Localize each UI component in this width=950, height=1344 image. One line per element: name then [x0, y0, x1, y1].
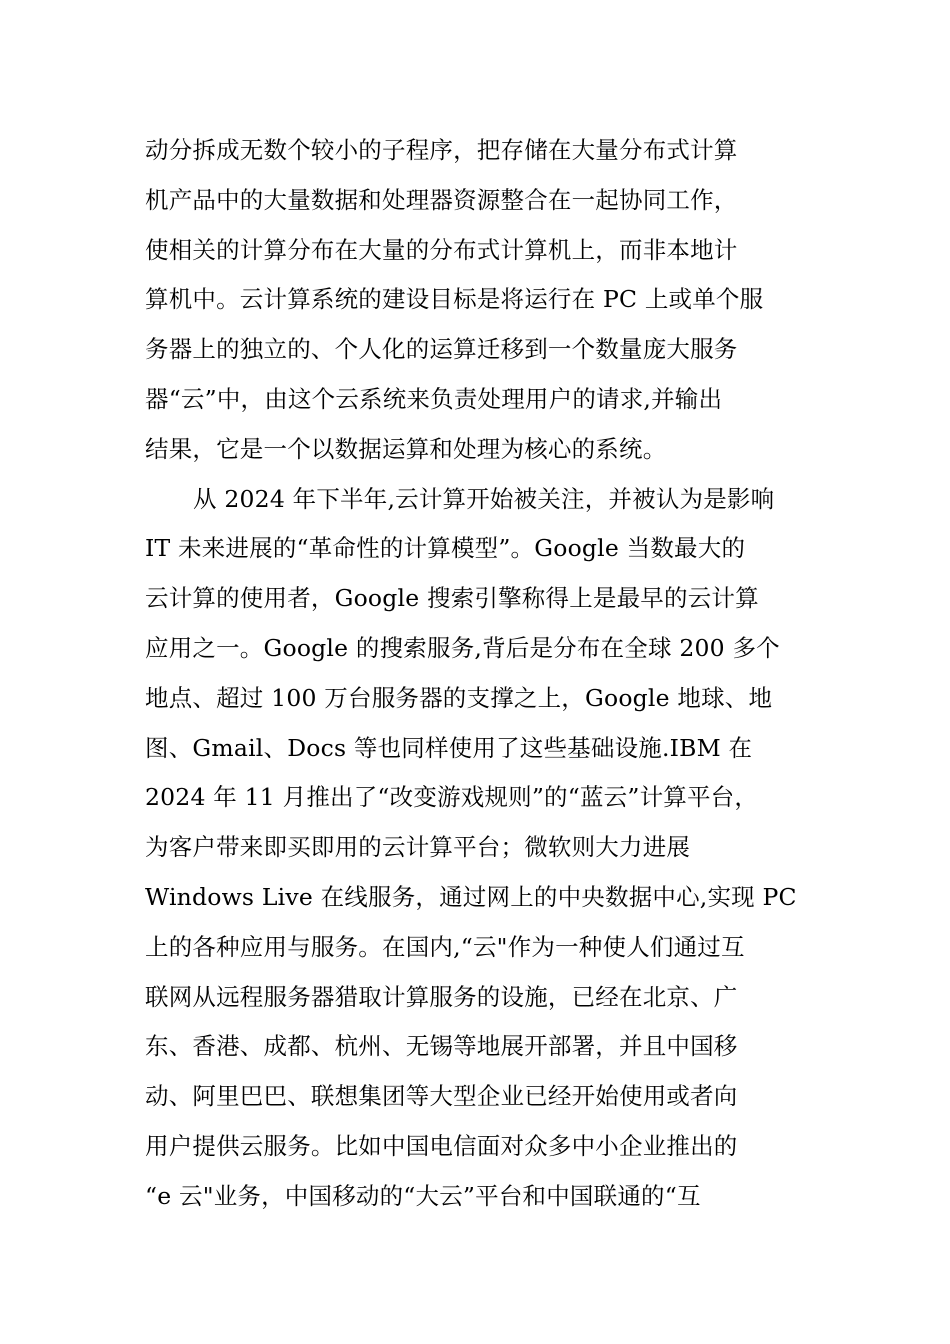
- text-line: 上的各种应用与服务。在国内,“云"作为一种使人们通过互: [145, 932, 745, 961]
- text-line: 为客户带来即买即用的云计算平台；微软则大力进展: [145, 833, 691, 862]
- text-line: 联网从远程服务器猎取计算服务的设施，已经在北京、广: [145, 982, 738, 1011]
- text-line: 使相关的计算分布在大量的分布式计算机上，而非本地计: [145, 235, 738, 264]
- text-line: 务器上的独立的、个人化的运算迁移到一个数量庞大服务: [145, 335, 738, 364]
- text-line: 东、香港、成都、杭州、无锡等地展开部署，并且中国移: [145, 1032, 738, 1061]
- text-line: 应用之一。Google 的搜索服务,背后是分布在全球 200 多个: [145, 633, 780, 662]
- text-line: Windows Live 在线服务，通过网上的中央数据中心,实现 PC: [145, 882, 797, 911]
- body-text: [145, 128, 825, 1224]
- text-line: 动分拆成无数个较小的子程序，把存储在大量分布式计算: [145, 136, 738, 164]
- text-line: “e 云"业务，中国移动的“大云”平台和中国联通的“互: [145, 1181, 701, 1210]
- text-line: 动、阿里巴巴、联想集团等大型企业已经开始使用或者向: [145, 1082, 738, 1111]
- text-line: 结果，它是一个以数据运算和处理为核心的系统。: [145, 434, 667, 463]
- text-line: 2024 年 11 月推出了“改变游戏规则”的“蓝云”计算平台，: [145, 783, 759, 812]
- text-line: 地点、超过 100 万台服务器的支撑之上，Google 地球、地: [145, 683, 773, 712]
- text-line: 云计算的使用者，Google 搜索引擎称得上是最早的云计算: [145, 584, 759, 613]
- text-line: IT 未来进展的“革命性的计算模型”。Google 当数最大的: [145, 534, 746, 563]
- paragraph-start-line: 从 2024 年下半年,云计算开始被关注，并被认为是影响: [193, 484, 775, 513]
- text-line: 器“云”中，由这个云系统来负责处理用户的请求,并输出: [145, 384, 723, 413]
- text-line: 图、Gmail、Docs 等也同样使用了这些基础设施.IBM 在: [145, 733, 753, 762]
- text-line: 机产品中的大量数据和处理器资源整合在一起协同工作，: [145, 185, 738, 214]
- text-line: 用户提供云服务。比如中国电信面对众多中小企业推出的: [145, 1131, 738, 1160]
- text-line: 算机中。云计算系统的建设目标是将运行在 PC 上或单个服: [145, 285, 764, 314]
